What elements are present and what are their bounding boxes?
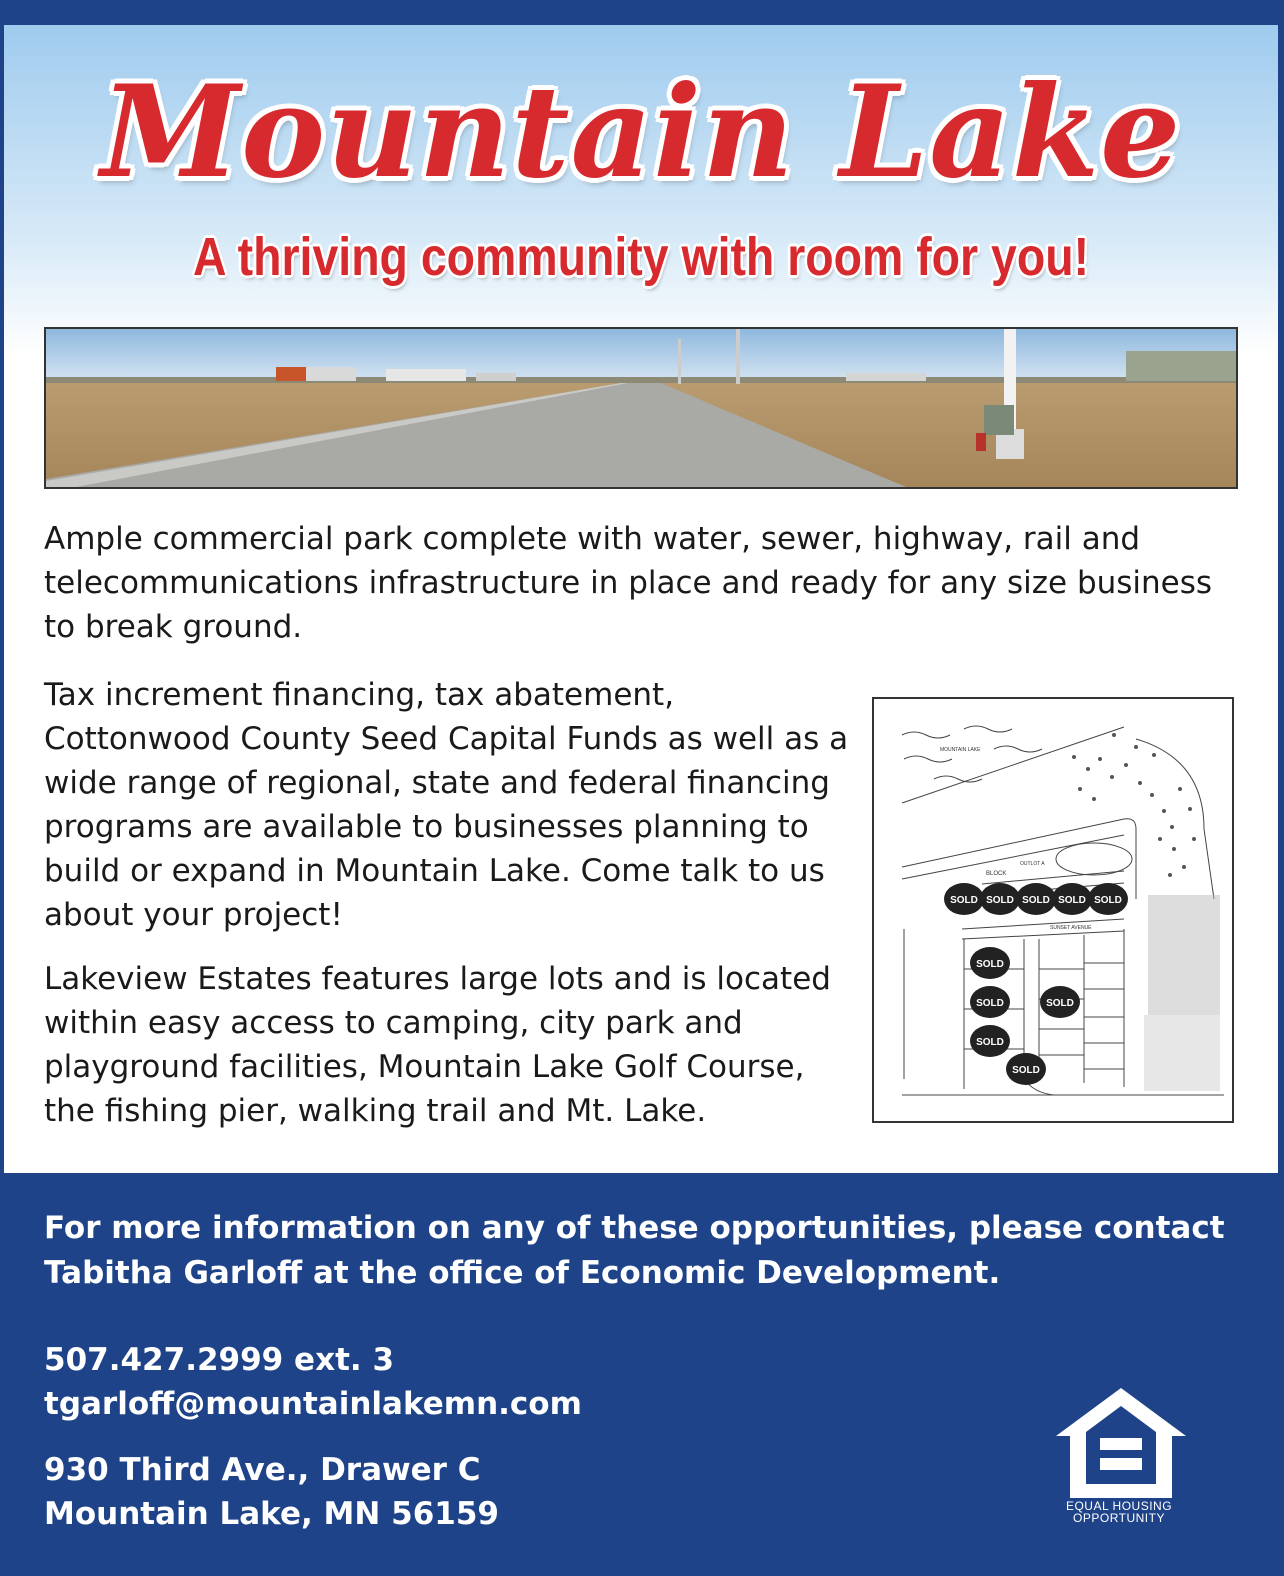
svg-text:SOLD: SOLD (986, 895, 1014, 906)
svg-text:SOLD: SOLD (1046, 998, 1074, 1009)
sold-marker (1040, 986, 1080, 1018)
svg-text:SOLD: SOLD (1094, 895, 1122, 906)
svg-text:SOLD: SOLD (976, 1037, 1004, 1048)
svg-text:SOLD: SOLD (950, 895, 978, 906)
sold-marker (1006, 1053, 1046, 1085)
sold-marker (970, 1025, 1010, 1057)
sold-marker (980, 883, 1020, 915)
map-block-label: BLOCK (986, 871, 1007, 877)
paragraph-infrastructure: Ample commercial park complete with water, sewer, highway, rail and telecommunications infrastructure in place and ready for any size business to break ground. (44, 521, 1213, 645)
map-outlot-label: OUTLOT A (1020, 861, 1045, 867)
sold-markers (944, 883, 1128, 1085)
eho-line-1: EQUAL HOUSING (1065, 1499, 1173, 1513)
tagline: A thriving community with room for you! (192, 227, 1090, 287)
svg-text:SOLD: SOLD (1012, 1065, 1040, 1076)
svg-text:SOLD: SOLD (1058, 895, 1086, 906)
paragraph-lakeview-estates: Lakeview Estates features large lots and is located within easy access to camping, city park and playground facilities, Mountain Lake Golf Course, the fishing pier, walking trail and Mt. Lake. (44, 961, 831, 1129)
paragraph-financing: Tax increment financing, tax abatement, Cottonwood County Seed Capital Funds as well as a wide range of regional, state and federal financing programs are available to businesses planning to build or expand in Mountain Lake. Come talk to us about your project! (44, 677, 849, 933)
svg-text:SOLD: SOLD (1022, 895, 1050, 906)
eho-line-2: OPPORTUNITY (1073, 1511, 1165, 1525)
contact-email[interactable]: tgarloff@mountainlakemn.com (44, 1386, 582, 1422)
svg-text:SOLD: SOLD (976, 998, 1004, 1009)
address-line-2: Mountain Lake, MN 56159 (44, 1496, 499, 1532)
content-card (4, 25, 1278, 1173)
sold-marker (1088, 883, 1128, 915)
sold-marker (944, 883, 984, 915)
contact-phone[interactable]: 507.427.2999 ext. 3 (44, 1342, 395, 1378)
sold-marker (970, 947, 1010, 979)
lot-map (872, 697, 1234, 1123)
sold-marker (1016, 883, 1056, 915)
address-line-1: 930 Third Ave., Drawer C (44, 1452, 481, 1488)
road-photo (44, 327, 1238, 489)
map-lake-label: MOUNTAIN LAKE (940, 747, 981, 753)
sold-marker (1052, 883, 1092, 915)
sold-marker (970, 986, 1010, 1018)
equal-housing-text (1044, 1500, 1194, 1524)
svg-text:SOLD: SOLD (976, 959, 1004, 970)
contact-info-text: For more information on any of these opportunities, please contact Tabitha Garloff at the office of Economic Development. (44, 1210, 1225, 1291)
map-street-label: SUNSET AVENUE (1050, 925, 1092, 931)
page-title: Mountain Lake (100, 58, 1182, 206)
